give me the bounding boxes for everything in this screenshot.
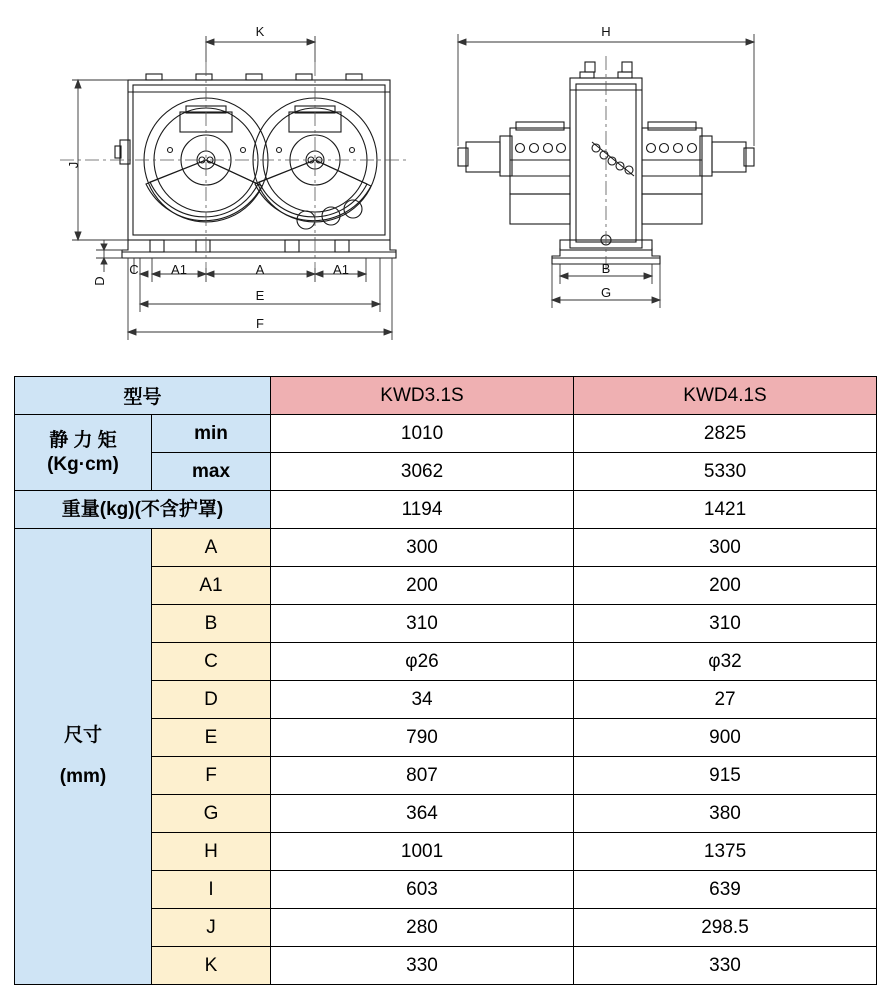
dim-name-I: I [152,871,271,909]
cell-weight-model1: 1194 [271,491,574,529]
cell-B-model1: 310 [271,605,574,643]
dim-label-J: J [66,161,81,169]
dim-name-H: H [152,833,271,871]
table-row-weight [15,491,877,529]
dim-name-A: A [152,529,271,567]
static-torque-line2: (Kg·cm) [47,453,119,475]
cell-K-model1: 330 [271,947,574,985]
cell-weight-model2: 1421 [574,491,877,529]
dim-label-K: K [255,24,265,39]
dim-name-F: F [152,757,271,795]
dim-label-A1-right: A1 [333,262,349,277]
dim-label-C: C [129,262,139,277]
table-header-row [15,377,877,415]
dim-name-J: J [152,909,271,947]
static-torque-line1: 静 力 矩 [49,429,117,451]
dim-name-A1: A1 [152,567,271,605]
cell-torque-max-model1: 3062 [271,453,574,491]
cell-G-model2: 380 [574,795,877,833]
dim-label-F: F [256,316,264,331]
cell-A-model1: 300 [271,529,574,567]
cell-I-model1: 603 [271,871,574,909]
cell-torque-min-model2: 2825 [574,415,877,453]
cell-H-model1: 1001 [271,833,574,871]
dimensions-line1: 尺寸 [63,725,102,747]
table-row-dim-A [15,529,877,567]
dimensions-line2: (mm) [59,765,107,787]
cell-I-model2: 639 [574,871,877,909]
cell-H-model2: 1375 [574,833,877,871]
cell-torque-min-model1: 1010 [271,415,574,453]
row-label-min: min [152,415,271,453]
cell-K-model2: 330 [574,947,877,985]
cell-C-model2: φ32 [574,643,877,681]
row-label-dimensions [15,529,152,985]
cell-torque-max-model2: 5330 [574,453,877,491]
table-row-torque-min [15,415,877,453]
cell-D-model2: 27 [574,681,877,719]
dim-name-B: B [152,605,271,643]
drawing-canvas [0,0,890,370]
dim-label-A1-left: A1 [171,262,187,277]
specification-table [14,376,877,985]
cell-A1-model1: 200 [271,567,574,605]
dim-label-B: B [601,261,611,276]
front-view [115,74,396,258]
dim-name-D: D [152,681,271,719]
cell-G-model1: 364 [271,795,574,833]
cell-F-model1: 807 [271,757,574,795]
dim-name-C: C [152,643,271,681]
header-model-1: KWD3.1S [271,377,574,415]
cell-J-model1: 280 [271,909,574,947]
cell-B-model2: 310 [574,605,877,643]
dim-name-G: G [152,795,271,833]
cell-E-model1: 790 [271,719,574,757]
cell-A1-model2: 200 [574,567,877,605]
cell-D-model1: 34 [271,681,574,719]
dim-label-A: A [255,262,265,277]
specification-table-container [14,376,876,985]
technical-drawings [0,0,890,370]
cell-E-model2: 900 [574,719,877,757]
row-label-max: max [152,453,271,491]
dim-label-D: D [92,276,107,286]
row-label-static-torque [15,415,152,491]
dim-label-H: H [601,24,611,39]
dim-name-K: K [152,947,271,985]
cell-F-model2: 915 [574,757,877,795]
dim-name-E: E [152,719,271,757]
dim-label-E: E [255,288,265,303]
cell-J-model2: 298.5 [574,909,877,947]
header-model-2: KWD4.1S [574,377,877,415]
header-model-label: 型号 [15,377,271,415]
cell-A-model2: 300 [574,529,877,567]
row-label-weight: 重量(kg)(不含护罩) [15,491,271,529]
dim-label-G: G [600,285,612,300]
cell-C-model1: φ26 [271,643,574,681]
